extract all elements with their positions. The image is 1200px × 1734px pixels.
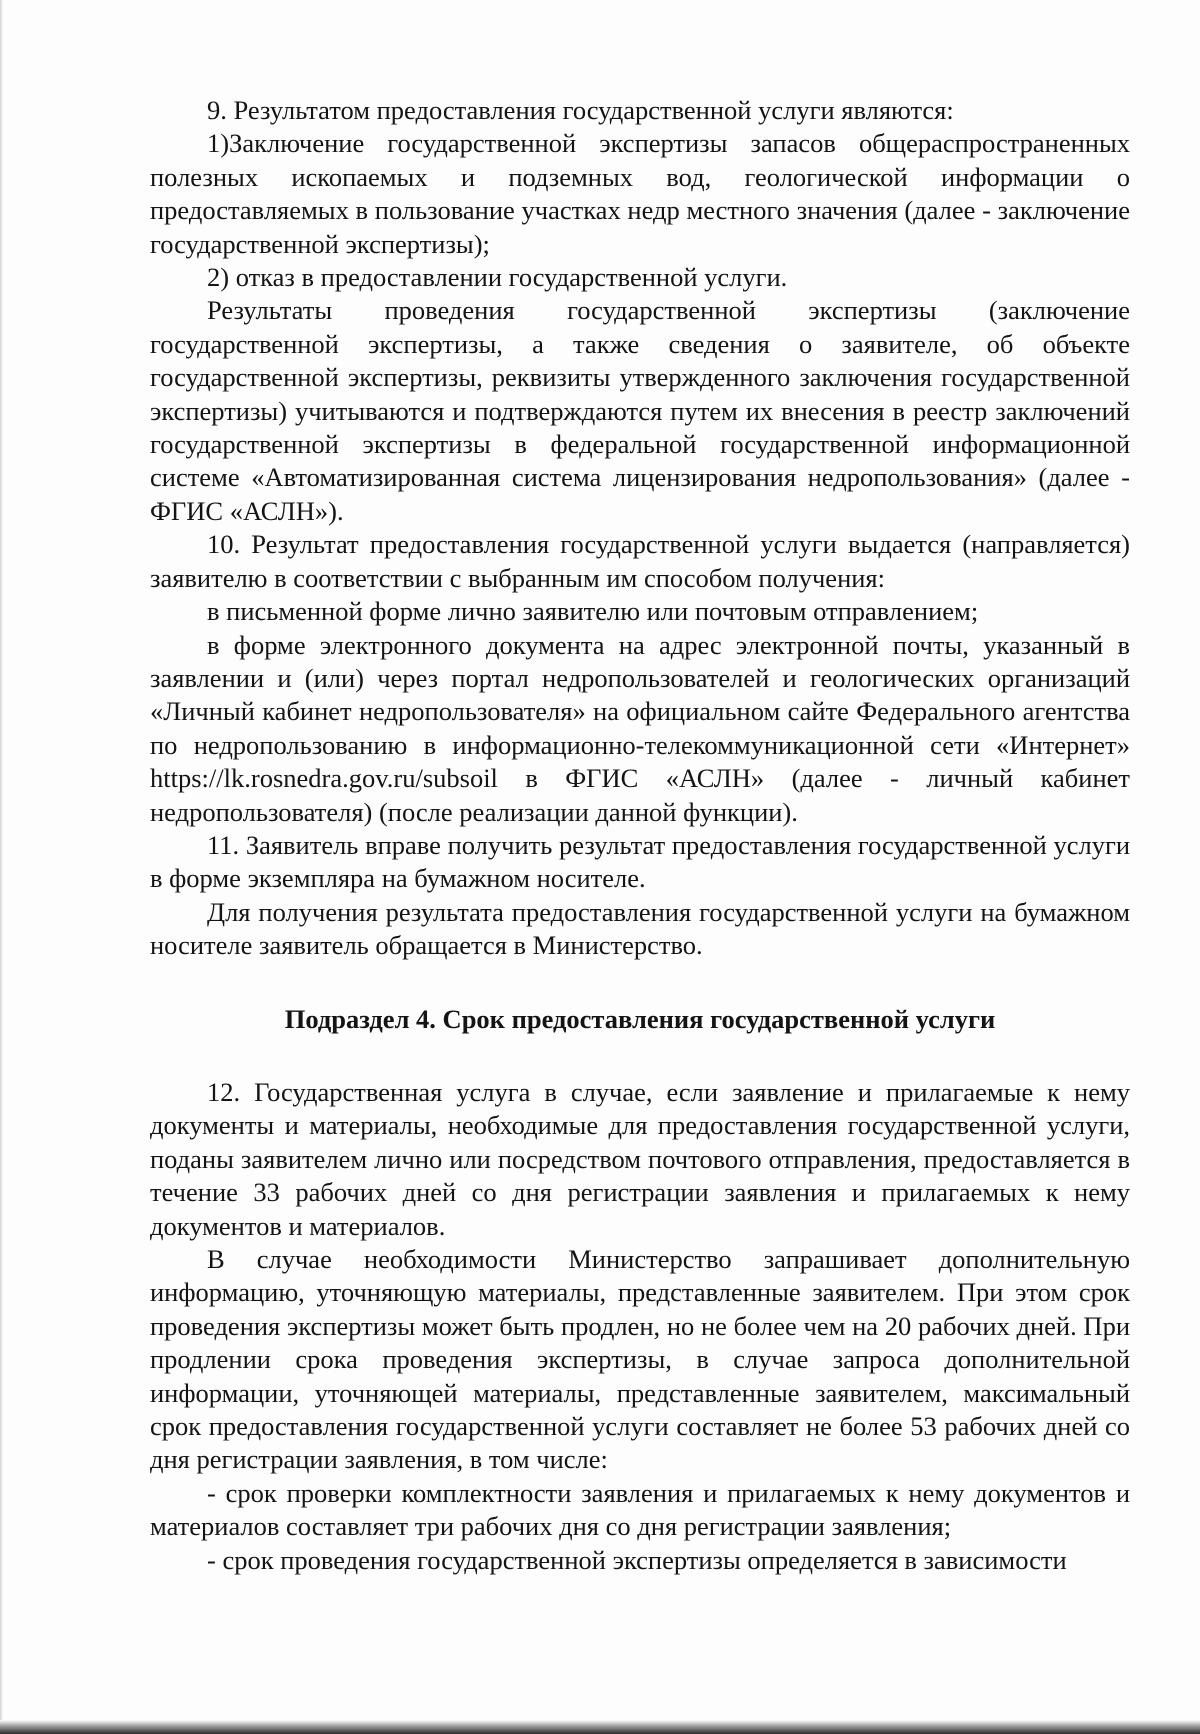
paragraph-10: 10. Результат предоставления государственной услуги выдается (направляется) заявителю в соответствии с выбранным им способом получения: [150,529,1130,593]
paragraph-9-item-2: 2) отказ в предоставлении государственной услуги. [207,262,788,293]
document-body [150,94,1130,1577]
paragraph-10-electronic-form: в форме электронного документа на адрес электронной почты, указанный в заявлении и (или) через портал недропользователей и геологических организаций «Личный кабинет недропользователя» на официальном сайте Федерального агентства по недропользованию в информационно-телекоммуникационной сети «Интернет» https://lk.rosnedra.gov.ru/subsoil в ФГИС «АСЛН» (далее - личный кабинет недропользователя) (после реализации данной функции). [150,629,1130,827]
paragraph-12-completeness-check: - срок проверки комплектности заявления и прилагаемых к нему документов и материалов составляет три рабочих дня со дня регистрации заявления; [150,1477,1130,1542]
paragraph-results-registry: Результаты проведения государственной экспертизы (заключение государственной экспертизы, а также сведения о заявителе, об объекте государственной экспертизы, реквизиты утвержденного заключения государственной экспертизы) учитываются и подтверждаются путем их внесения в реестр заключений государственной экспертизы в федеральной государственной информационной системе «Автоматизированная система лицензирования недропользования» (далее - ФГИС «АСЛН»). [150,295,1130,526]
paragraph-10-written-form: в письменной форме лично заявителю или почтовым отправлением; [207,596,979,627]
paragraph-9: 9. Результатом предоставления государственной услуги являются: [207,95,954,125]
scan-edge-left [0,0,3,1734]
section-heading: Подраздел 4. Срок предоставления государственной услуги [284,1003,996,1034]
paragraph-12: 12. Государственная услуга в случае, если заявление и прилагаемые к нему документы и материалы, необходимые для предоставления государственной услуги, поданы заявителем лично или посредством почтового отправления, предоставляется в течение 33 рабочих дней со дня регистрации заявления и прилагаемых к нему документов и материалов. [150,1076,1130,1241]
paragraph-9-item-1: 1)Заключение государственной экспертизы запасов общераспространенных полезных ископаемых и подземных вод, геологической информации о предоставляемых в пользование участках недр местного значения (далее - заключение государственной экспертизы); [150,128,1130,259]
paragraph-12-extension: В случае необходимости Министерство запрашивает дополнительную информацию, уточняющую материалы, представленные заявителем. При этом срок проведения экспертизы может быть продлен, но не более чем на 20 рабочих дней. При продлении срока проведения экспертизы, в случае запроса дополнительной информации, уточняющей материалы, представленные заявителем, максимальный срок предоставления государственной услуги составляет не более 53 рабочих дней со дня регистрации заявления, в том числе: [150,1244,1130,1475]
paragraph-11: 11. Заявитель вправе получить результат предоставления государственной услуги в форме экземпляра на бумажном носителе. [150,829,1130,894]
scan-edge-bottom [0,1720,1200,1734]
paragraph-11-paper-copy: Для получения результата предоставления государственной услуги на бумажном носителе заявитель обращается в Министерство. [150,896,1130,961]
paragraph-12-expertise-term: - срок проведения государственной экспертизы определяется в зависимости [207,1544,1067,1575]
